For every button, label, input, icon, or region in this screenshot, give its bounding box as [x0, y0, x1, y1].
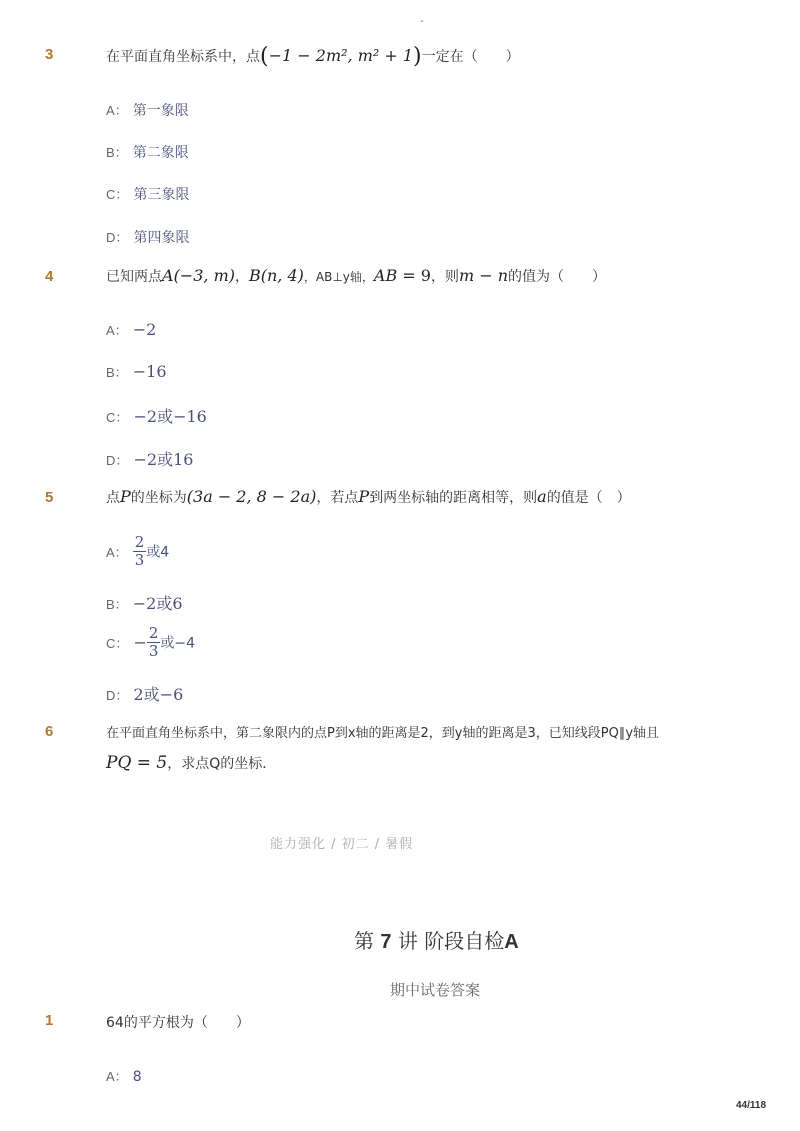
option-text: −2或−16: [133, 407, 207, 426]
option-b[interactable]: [106, 142, 189, 162]
question-number: 3: [45, 46, 54, 63]
stem-text: ，AB⊥y轴，: [303, 270, 374, 284]
stem-math: a: [537, 487, 547, 506]
option-letter: D：: [106, 688, 129, 703]
option-text: −2或16: [133, 450, 194, 469]
question-stem-line1: 在平面直角坐标系中，第二象限内的点P到x轴的距离是2，到y轴的距离是3，已知线段PQ∥y轴且: [106, 726, 660, 741]
lecture-title-middle: 讲 阶段自检: [391, 929, 505, 953]
lecture-title: [354, 925, 519, 954]
option-a[interactable]: [106, 320, 156, 339]
option-text: 第三象限: [133, 187, 190, 203]
stem-text: 的值为（ ）: [508, 269, 607, 285]
option-letter: A：: [106, 103, 128, 118]
option-text: −2或6: [132, 594, 183, 613]
question-number: 6: [45, 723, 54, 740]
stem-text: 在平面直角坐标系中，点: [106, 49, 260, 65]
option-d[interactable]: [106, 682, 183, 705]
page-number: 44/118: [736, 1100, 767, 1111]
option-letter: C：: [106, 636, 129, 651]
option-b[interactable]: [106, 591, 183, 614]
fraction-numerator: 2: [134, 533, 145, 551]
stem-math: (3a − 2, 8 − 2a): [186, 487, 317, 506]
option-text: 或4: [146, 544, 170, 561]
lecture-number: 7: [380, 931, 392, 953]
option-d[interactable]: [106, 447, 193, 470]
option-letter: C：: [106, 410, 129, 425]
option-c[interactable]: [106, 625, 195, 660]
option-text: 第四象限: [133, 230, 190, 246]
option-text: 8: [132, 1069, 142, 1085]
question-stem: 64的平方根为（ ）: [106, 1015, 250, 1031]
paren-close: ): [413, 44, 422, 69]
option-letter: B：: [106, 145, 128, 160]
stem-math: (n, 4): [260, 266, 304, 285]
stem-math: AB: [373, 266, 398, 285]
option-a[interactable]: [106, 534, 169, 569]
question-number: 4: [45, 268, 54, 285]
option-letter: D：: [106, 230, 129, 245]
section-subtitle: 期中试卷答案: [390, 981, 481, 999]
question-stem: [106, 44, 520, 69]
stem-math: m − n: [458, 266, 509, 285]
fraction: [133, 534, 147, 569]
fraction: [147, 625, 161, 660]
option-text: −2: [132, 320, 157, 339]
option-text: −16: [132, 362, 167, 381]
option-text: 第一象限: [132, 103, 189, 119]
option-b[interactable]: [106, 362, 167, 381]
paren-open: (: [260, 44, 269, 69]
stem-math: PQ = 5: [106, 753, 168, 773]
stem-text: 的坐标为: [130, 490, 187, 506]
stem-text: 已知两点: [106, 269, 162, 285]
fraction-numerator: 2: [148, 624, 159, 642]
stem-text: 一定在（ ）: [421, 49, 520, 65]
option-d[interactable]: [106, 227, 189, 247]
fraction-sign: −: [133, 633, 147, 652]
option-letter: C：: [106, 187, 129, 202]
question-number: 5: [45, 489, 54, 506]
stem-text: ，若点: [316, 490, 359, 506]
fraction-denominator: 3: [134, 551, 145, 569]
option-letter: B：: [106, 597, 128, 612]
option-a[interactable]: [106, 100, 189, 120]
question-stem: [106, 266, 606, 286]
option-letter: A：: [106, 1069, 128, 1084]
question-stem-line2: [106, 753, 276, 773]
option-letter: D：: [106, 453, 129, 468]
fraction-denominator: 3: [148, 642, 159, 660]
question-number: 1: [45, 1012, 54, 1029]
option-c[interactable]: [106, 184, 189, 204]
stem-text: ，: [234, 269, 249, 285]
stem-math: = 9: [397, 266, 431, 285]
question-stem: [106, 487, 631, 507]
stem-math: P: [358, 487, 370, 506]
option-letter: A：: [106, 545, 128, 560]
page-top-mark: -: [420, 16, 424, 27]
lecture-title-suffix: A: [504, 931, 519, 953]
stem-math: A: [162, 266, 174, 285]
option-a[interactable]: [106, 1066, 142, 1085]
option-text: 第二象限: [132, 145, 189, 161]
stem-text: 点: [106, 490, 120, 506]
stem-text: 的值是（ ）: [546, 490, 631, 506]
option-letter: A：: [106, 323, 128, 338]
option-text: 2或−6: [133, 685, 184, 704]
stem-math: (−3, m): [173, 266, 235, 285]
stem-math: −1 − 2m², m² + 1: [268, 46, 414, 65]
stem-text: ，求点Q的坐标．: [167, 756, 277, 772]
option-letter: B：: [106, 365, 128, 380]
option-text: 或−4: [160, 635, 196, 652]
stem-math: B: [248, 266, 261, 285]
stem-text: 到两坐标轴的距离相等，则: [369, 490, 538, 506]
option-c[interactable]: [106, 404, 207, 427]
stem-math: P: [120, 487, 131, 506]
stem-text: ，则: [430, 269, 459, 285]
lecture-title-prefix: 第: [354, 929, 381, 953]
breadcrumb-footer: 能力强化 / 初二 / 暑假: [270, 837, 414, 852]
